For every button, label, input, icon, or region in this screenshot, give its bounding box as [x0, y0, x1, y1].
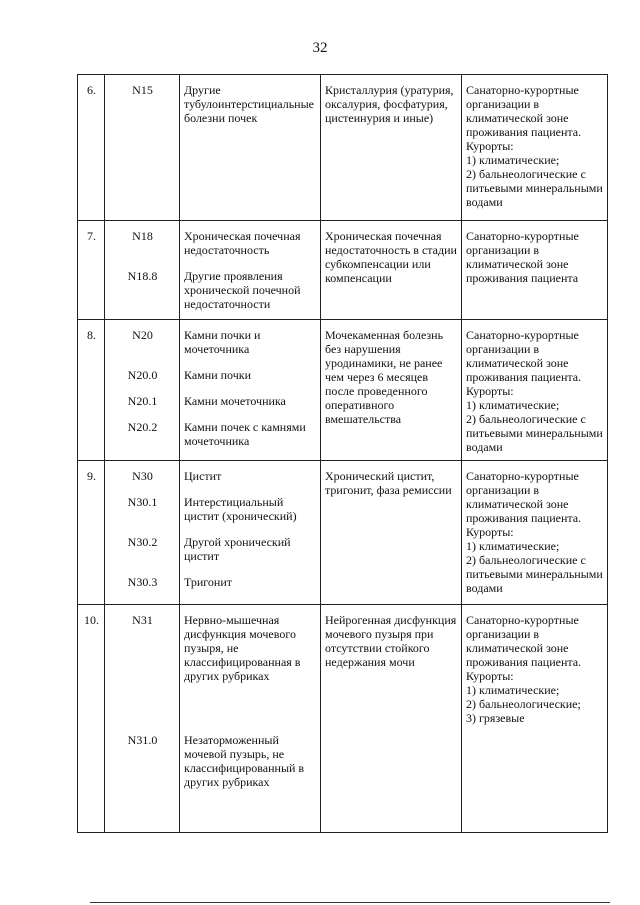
disease-name: Камни почки — [184, 368, 252, 382]
row-number: 6. — [78, 75, 105, 221]
icd-code: N30.2 — [127, 535, 158, 549]
icd-code: N15 — [132, 83, 153, 97]
treatment-line: Санаторно-курортные организации в климатической зоне проживания пациента. — [466, 469, 582, 525]
treatment-line: Санаторно-курортные организации в климатической зоне проживания пациента — [466, 229, 579, 285]
row-number: 9. — [78, 461, 105, 605]
treatment-cell — [462, 605, 608, 833]
treatment-cell — [462, 221, 608, 320]
treatment-cell — [462, 461, 608, 605]
disease-name: Камни мочеточника — [184, 394, 286, 408]
icd-code: N20.0 — [127, 368, 158, 382]
icd-code: N18.8 — [127, 269, 158, 283]
disease-name: Другие проявления хронической почечной недостаточности — [184, 269, 301, 311]
icd-codes-cell — [105, 605, 180, 833]
icd-codes-cell — [105, 75, 180, 221]
treatment-cell — [462, 320, 608, 461]
table-row-6 — [78, 75, 608, 221]
icd-code: N30.3 — [127, 575, 158, 589]
disease-name: Незаторможенный мочевой пузырь, не классифицированный в других рубриках — [184, 733, 305, 789]
treatment-line: Курорты: — [466, 384, 514, 398]
treatment-table — [77, 74, 608, 833]
page-number: 32 — [312, 40, 328, 56]
condition-cell: Нейрогенная дисфункция мочевого пузыря при отсутствии стойкого недержания мочи — [321, 605, 462, 833]
condition-cell: Хронический цистит, тригонит, фаза ремиссии — [321, 461, 462, 605]
row-number: 10. — [78, 605, 105, 833]
treatment-line: 1) климатические; — [466, 153, 560, 167]
disease-name: Камни почек с камнями мочеточника — [184, 420, 306, 448]
row-number: 8. — [78, 320, 105, 461]
disease-name: Цистит — [184, 469, 222, 483]
icd-code: N30 — [132, 469, 153, 483]
treatment-line: 2) бальнеологические с питьевыми минеральными водами — [466, 167, 603, 209]
condition-cell: Мочекаменная болезнь без нарушения уродинамики, не ранее чем через 6 месяцев после проведенного оперативного вмешательства — [321, 320, 462, 461]
treatment-line: Курорты: — [466, 669, 514, 683]
disease-name: Хроническая почечная недостаточность — [184, 229, 301, 257]
treatment-line: Санаторно-курортные организации в климатической зоне проживания пациента. — [466, 328, 582, 384]
table-row-8 — [78, 320, 608, 461]
treatment-line: 2) бальнеологические; — [466, 697, 581, 711]
condition-cell: Хроническая почечная недостаточность в стадии субкомпенсации или компенсации — [321, 221, 462, 320]
disease-name: Камни почки и мочеточника — [184, 328, 261, 356]
table-row-10 — [78, 605, 608, 833]
icd-code: N31.0 — [127, 733, 158, 747]
icd-code: N31 — [132, 613, 153, 627]
treatment-cell — [462, 75, 608, 221]
treatment-line: 1) климатические; — [466, 398, 560, 412]
condition-cell: Кристаллурия (уратурия, оксалурия, фосфатурия, цистеинурия и иные) — [321, 75, 462, 221]
icd-codes-cell — [105, 320, 180, 461]
icd-codes-cell — [105, 221, 180, 320]
bottom-rule — [90, 902, 610, 903]
treatment-line: 1) климатические; — [466, 683, 560, 697]
treatment-line: 1) климатические; — [466, 539, 560, 553]
disease-cell — [180, 75, 321, 221]
table-row-9 — [78, 461, 608, 605]
icd-code: N20 — [132, 328, 153, 342]
disease-name: Интерстициальный цистит (хронический) — [184, 495, 297, 523]
icd-code: N20.2 — [127, 420, 158, 434]
treatment-line: Санаторно-курортные организации в климатической зоне проживания пациента. — [466, 613, 582, 669]
icd-code: N30.1 — [127, 495, 158, 509]
treatment-line: Курорты: — [466, 139, 514, 153]
icd-codes-cell — [105, 461, 180, 605]
treatment-line: 2) бальнеологические с питьевыми минеральными водами — [466, 553, 603, 595]
table-row-7 — [78, 221, 608, 320]
disease-cell — [180, 221, 321, 320]
disease-name: Другой хронический цистит — [184, 535, 291, 563]
disease-name: Тригонит — [184, 575, 233, 589]
disease-name: Другие тубулоинтерстициальные болезни почек — [184, 83, 314, 125]
row-number: 7. — [78, 221, 105, 320]
disease-cell — [180, 605, 321, 833]
treatment-line: Санаторно-курортные организации в климатической зоне проживания пациента. — [466, 83, 582, 139]
treatment-line: 2) бальнеологические с питьевыми минеральными водами — [466, 412, 603, 454]
disease-cell — [180, 461, 321, 605]
icd-code: N18 — [132, 229, 153, 243]
icd-code: N20.1 — [127, 394, 158, 408]
treatment-line: 3) грязевые — [466, 711, 525, 725]
treatment-line: Курорты: — [466, 525, 514, 539]
disease-name: Нервно-мышечная дисфункция мочевого пузыря, не классифицированная в других рубриках — [184, 613, 301, 683]
disease-cell — [180, 320, 321, 461]
